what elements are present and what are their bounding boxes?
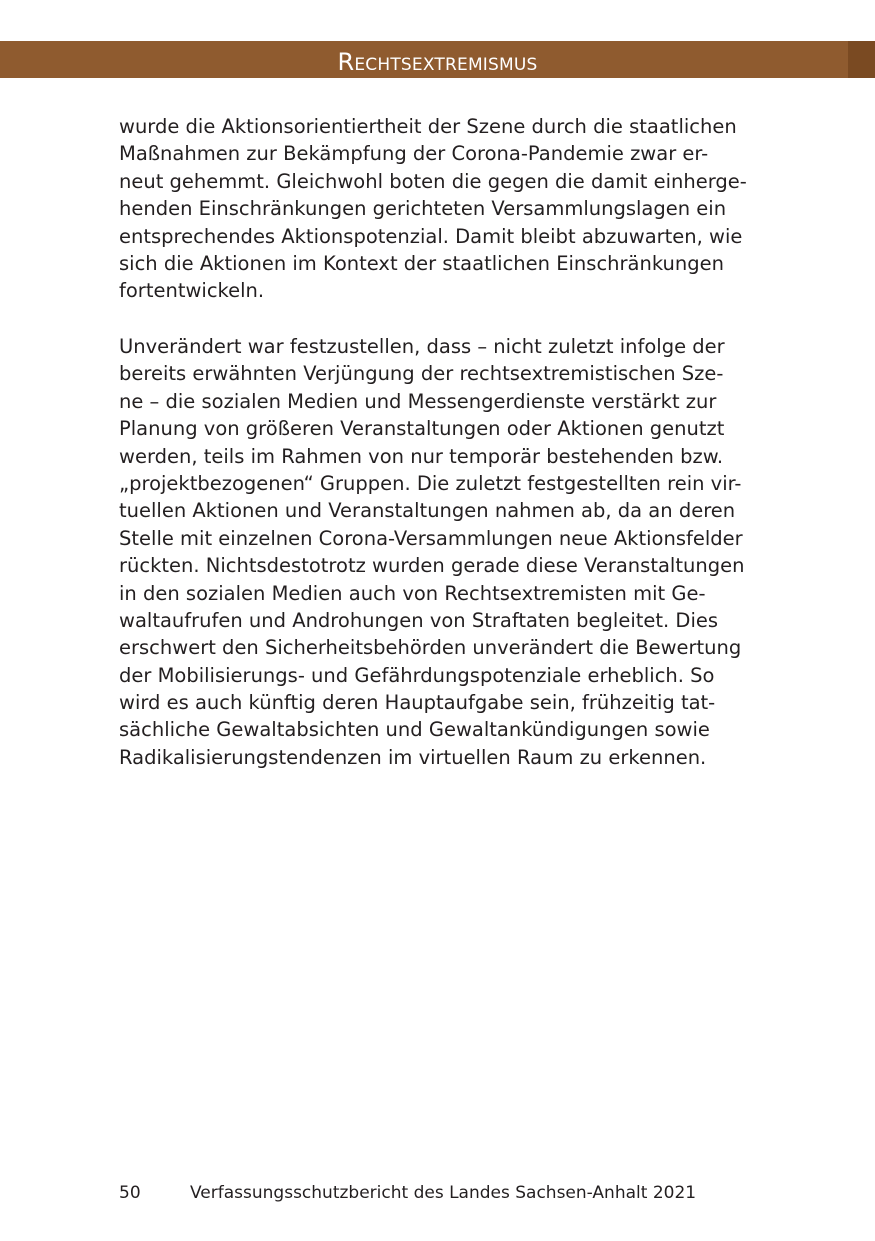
- body-paragraph-1: [119, 113, 759, 305]
- text-line: erschwert den Sicherheitsbehörden unverändert die Bewertung: [119, 636, 742, 660]
- text-line: henden Einschränkungen gerichteten Versammlungslagen ein: [119, 197, 727, 221]
- text-line: sächliche Gewaltabsichten und Gewaltankündigungen sowie: [119, 718, 710, 742]
- text-line: werden, teils im Rahmen von nur temporär bestehenden bzw.: [119, 444, 724, 468]
- page-number: 50: [119, 1183, 141, 1203]
- text-line: tuellen Aktionen und Veranstaltungen nahmen ab, da an deren: [119, 499, 736, 523]
- text-line: neut gehemmt. Gleichwohl boten die gegen die damit einherge-: [119, 169, 747, 193]
- text-line: bereits erwähnten Verjüngung der rechtsextremistischen Sze-: [119, 362, 724, 386]
- text-line: fortentwickeln.: [119, 279, 265, 303]
- text-line: Maßnahmen zur Bekämpfung der Corona-Pandemie zwar er-: [119, 142, 709, 166]
- body-paragraph-2: [119, 333, 759, 771]
- text-line: Unverändert war festzustellen, dass – nicht zuletzt infolge der: [119, 335, 725, 358]
- text-line: waltaufrufen und Androhungen von Straftaten begleitet. Dies: [119, 608, 719, 632]
- text-line: „projektbezogenen“ Gruppen. Die zuletzt festgestellten rein vir-: [119, 471, 742, 495]
- text-line: rückten. Nichtsdestotrotz wurden gerade diese Veranstaltungen: [119, 554, 745, 578]
- page-footer: [119, 1181, 696, 1205]
- text-line: in den sozialen Medien auch von Rechtsextremisten mit Ge-: [119, 581, 706, 605]
- text-line: Stelle mit einzelnen Corona-Versammlungen neue Aktionsfelder: [119, 526, 743, 550]
- text-line: entsprechendes Aktionspotenzial. Damit bleibt abzuwarten, wie: [119, 224, 743, 248]
- text-line: wurde die Aktionsorientiertheit der Szene durch die staatlichen: [119, 115, 737, 138]
- text-line: wird es auch künftig deren Hauptaufgabe sein, frühzeitig tat-: [119, 691, 716, 715]
- text-line: ne – die sozialen Medien und Messengerdienste verstärkt zur: [119, 389, 717, 413]
- text-line: Radikalisierungstendenzen im virtuellen Raum zu erkennen.: [119, 745, 707, 769]
- publication-title: Verfassungsschutzbericht des Landes Sachsen-Anhalt 2021: [190, 1183, 697, 1203]
- text-line: Planung von größeren Veranstaltungen oder Aktionen genutzt: [119, 417, 725, 441]
- text-line: der Mobilisierungs- und Gefährdungspotenziale erheblich. So: [119, 663, 715, 687]
- text-line: sich die Aktionen im Kontext der staatlichen Einschränkungen: [119, 251, 725, 275]
- section-title: Rechtsextremismus: [337, 48, 538, 76]
